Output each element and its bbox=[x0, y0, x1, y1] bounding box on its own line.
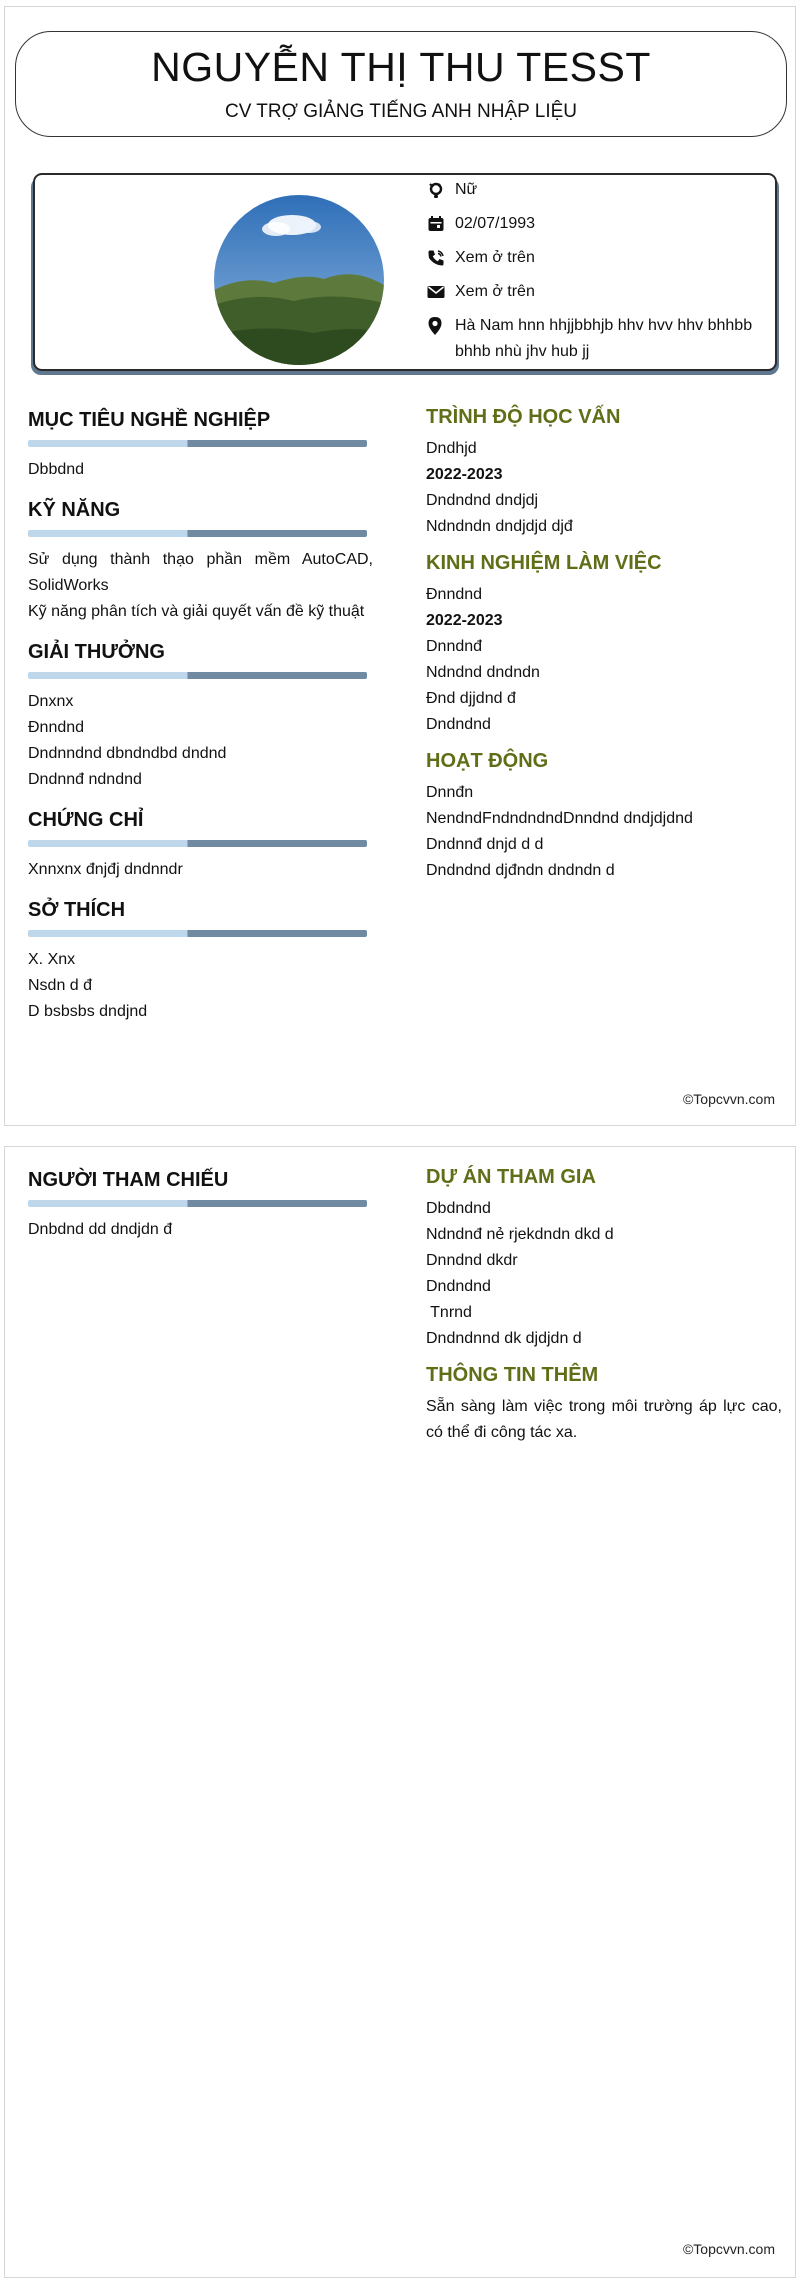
phone-value: Xem ở trên bbox=[455, 249, 535, 266]
activity-item: NendndFndndndndDnndnd dndjdjdnd bbox=[426, 810, 693, 827]
experience-company: Đnndnd bbox=[426, 586, 483, 603]
objective-title: MỤC TIÊU NGHỀ NGHIỆP bbox=[28, 409, 271, 431]
objective-line: Dbbdnd bbox=[28, 461, 85, 478]
right-column bbox=[426, 404, 782, 884]
gender-icon bbox=[427, 177, 455, 203]
skills-section bbox=[28, 497, 373, 625]
education-school: Dndhjd bbox=[426, 440, 477, 457]
awards-title: GIẢI THƯỞNG bbox=[28, 641, 165, 663]
calendar-icon bbox=[427, 211, 455, 237]
skills-title: KỸ NĂNG bbox=[28, 499, 121, 521]
project-item: Dndndnd bbox=[426, 1278, 491, 1295]
activities-title: HOẠT ĐỘNG bbox=[426, 750, 549, 772]
experience-line: Dndndnd bbox=[426, 716, 491, 733]
left-column bbox=[28, 407, 373, 1025]
project-item: Dnndnd dkdr bbox=[426, 1252, 518, 1269]
project-item: Tnrnd bbox=[426, 1304, 472, 1321]
personal-info-list bbox=[427, 177, 767, 373]
activity-item: Dnnđn bbox=[426, 784, 474, 801]
left-column-page-2 bbox=[28, 1167, 373, 1243]
personal-info-box bbox=[33, 173, 777, 371]
activity-item: Dndnnđ dnjd d d bbox=[426, 836, 544, 853]
award-item: Dndnnđ ndndnd bbox=[28, 771, 142, 788]
education-section bbox=[426, 404, 782, 540]
certificate-item: Xnnxnx đnjđj dndnndr bbox=[28, 861, 183, 878]
skill-item: Kỹ năng phân tích và giải quyết vấn đề kỹ thuật bbox=[28, 603, 365, 620]
cv-page-2 bbox=[4, 1146, 796, 2278]
experience-line: Ndndnd dndndn bbox=[426, 664, 540, 681]
project-item: Ndndnđ nẻ rjekdndn dkd d bbox=[426, 1226, 614, 1243]
address-row bbox=[427, 313, 767, 365]
section-divider bbox=[28, 440, 367, 447]
references-title: NGƯỜI THAM CHIẾU bbox=[28, 1169, 229, 1191]
birthday-value: 02/07/1993 bbox=[455, 215, 536, 232]
experience-title: KINH NGHIỆM LÀM VIỆC bbox=[426, 552, 662, 574]
email-value: Xem ở trên bbox=[455, 283, 535, 300]
activities-section bbox=[426, 748, 782, 884]
experience-period: 2022-2023 bbox=[426, 612, 503, 629]
job-title: CV TRỢ GIẢNG TIẾNG ANH NHẬP LIỆU bbox=[224, 101, 578, 122]
objective-section bbox=[28, 407, 373, 483]
award-item: Đnndnd bbox=[28, 719, 85, 736]
education-line: Dndndnd dndjdj bbox=[426, 492, 539, 509]
certificates-section bbox=[28, 807, 373, 883]
footer-copyright: ©Topcvvn.com bbox=[682, 2241, 775, 2257]
hobbies-title: SỞ THÍCH bbox=[28, 899, 126, 921]
education-title: TRÌNH ĐỘ HỌC VẤN bbox=[426, 406, 621, 428]
section-divider bbox=[28, 530, 367, 537]
project-item: Dndndnnd dk djdjdn d bbox=[426, 1330, 582, 1347]
hobbies-section bbox=[28, 897, 373, 1025]
projects-title: DỰ ÁN THAM GIA bbox=[426, 1166, 596, 1188]
experience-line: Dnndnđ bbox=[426, 638, 483, 655]
references-section bbox=[28, 1167, 373, 1243]
award-item: Dnxnx bbox=[28, 693, 74, 710]
gender-value: Nữ bbox=[455, 181, 478, 198]
footer-copyright: ©Topcvvn.com bbox=[682, 1091, 775, 1107]
birthday-row bbox=[427, 211, 767, 237]
email-row bbox=[427, 279, 767, 305]
hobby-item: D bsbsbs dndjnd bbox=[28, 1003, 148, 1020]
experience-section bbox=[426, 550, 782, 738]
section-divider bbox=[28, 672, 367, 679]
location-icon bbox=[427, 313, 455, 339]
project-item: Dbdndnd bbox=[426, 1200, 491, 1217]
skill-item: Sử dụng thành thạo phần mềm AutoCAD, SolidWorks bbox=[28, 551, 373, 594]
phone-row bbox=[427, 245, 767, 271]
name-header bbox=[15, 31, 787, 137]
hobby-item: Nsdn d đ bbox=[28, 977, 93, 994]
awards-section bbox=[28, 639, 373, 793]
section-divider bbox=[28, 1200, 367, 1207]
reference-item: Dnbdnd dd dndjdn đ bbox=[28, 1221, 173, 1238]
section-divider bbox=[28, 840, 367, 847]
projects-section bbox=[426, 1164, 782, 1352]
additional-info-text: Sẵn sàng làm việc trong môi trường áp lực cao, có thể đi công tác xa. bbox=[426, 1398, 782, 1441]
phone-icon bbox=[427, 245, 455, 271]
email-icon bbox=[427, 279, 455, 305]
activity-item: Dndndnd djđndn dndndn d bbox=[426, 862, 615, 879]
education-line: Ndndndn dndjdjd djđ bbox=[426, 518, 573, 535]
gender-row bbox=[427, 177, 767, 203]
education-period: 2022-2023 bbox=[426, 466, 503, 483]
avatar bbox=[214, 195, 384, 365]
additional-info-section bbox=[426, 1362, 782, 1446]
candidate-name: NGUYỄN THỊ THU TESST bbox=[151, 44, 651, 90]
certificates-title: CHỨNG CHỈ bbox=[28, 809, 144, 831]
address-value: Hà Nam hnn hhjjbbhjb hhv hvv hhv bhhbb bhhb nhù jhv hub jj bbox=[455, 317, 753, 360]
right-column-page-2 bbox=[426, 1164, 782, 1446]
cv-page-1 bbox=[4, 6, 796, 1126]
award-item: Dndnndnd dbndndbd dndnd bbox=[28, 745, 227, 762]
hobby-item: X. Xnx bbox=[28, 951, 76, 968]
section-divider bbox=[28, 930, 367, 937]
experience-line: Đnd djjdnd đ bbox=[426, 690, 516, 707]
additional-info-title: THÔNG TIN THÊM bbox=[426, 1364, 599, 1386]
